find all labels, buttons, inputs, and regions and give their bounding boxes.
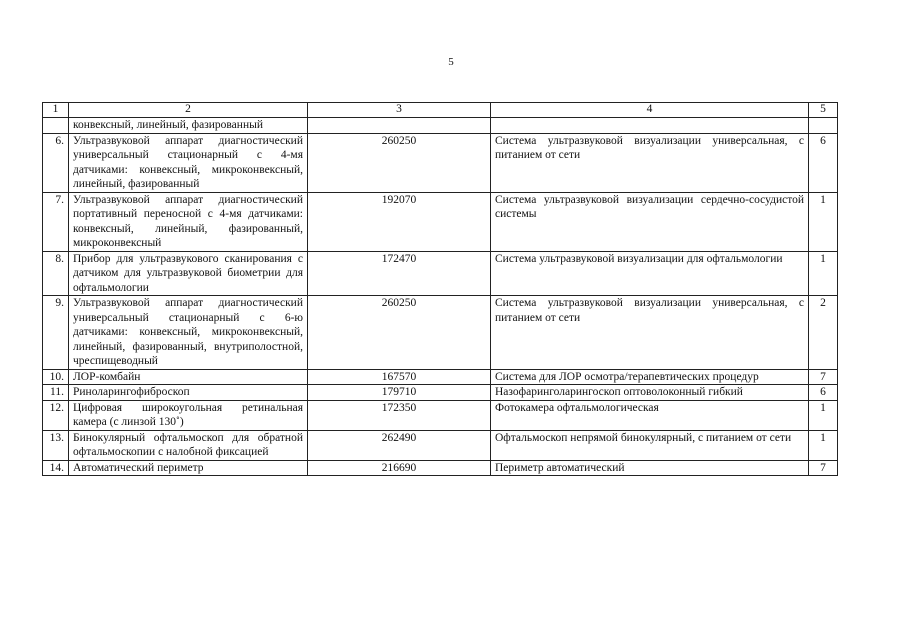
column-number: 5 (809, 103, 838, 118)
description-cell (491, 118, 809, 134)
quantity-cell: 1 (809, 430, 838, 460)
device-name-cell: Ультразвуковой аппарат диагностический универсальный стационарный с 4-мя датчиками: конвексный, микроконвексный, линейный, фазированный (69, 133, 308, 192)
quantity-cell: 6 (809, 385, 838, 401)
column-number: 4 (491, 103, 809, 118)
quantity-cell: 7 (809, 369, 838, 385)
column-number: 3 (308, 103, 491, 118)
row-number-cell (43, 118, 69, 134)
description-cell: Система ультразвуковой визуализации сердечно-сосудистой системы (491, 192, 809, 251)
row-number-cell: 6. (43, 133, 69, 192)
description-cell: Периметр автоматический (491, 460, 809, 476)
code-cell: 216690 (308, 460, 491, 476)
code-cell: 179710 (308, 385, 491, 401)
description-cell: Система ультразвуковой визуализации универсальная, с питанием от сети (491, 133, 809, 192)
device-name-cell: Прибор для ультразвукового сканирования с датчиком для ультразвуковой биометрии для офтальмологии (69, 251, 308, 296)
quantity-cell (809, 118, 838, 134)
row-number-cell: 8. (43, 251, 69, 296)
table-row (43, 460, 838, 476)
device-name-cell: Риноларингофиброскоп (69, 385, 308, 401)
device-name-cell: Ультразвуковой аппарат диагностический универсальный стационарный с 6-ю датчиками: конвексный, микроконвексный, линейный, фазированный, внутриполостной, чреспищеводный (69, 296, 308, 370)
code-cell: 172350 (308, 400, 491, 430)
code-cell: 192070 (308, 192, 491, 251)
column-number: 1 (43, 103, 69, 118)
row-number-cell: 13. (43, 430, 69, 460)
code-cell: 167570 (308, 369, 491, 385)
equipment-table (42, 102, 838, 476)
device-name-cell: Автоматический периметр (69, 460, 308, 476)
quantity-cell: 1 (809, 251, 838, 296)
row-number-cell: 9. (43, 296, 69, 370)
device-name-cell: Ультразвуковой аппарат диагностический портативный переносной с 4-мя датчиками: конвексный, линейный, фазированный, микроконвексный (69, 192, 308, 251)
code-cell: 260250 (308, 296, 491, 370)
quantity-cell: 6 (809, 133, 838, 192)
column-number: 2 (69, 103, 308, 118)
table-row (43, 385, 838, 401)
description-cell: Система ультразвуковой визуализации универсальная, с питанием от сети (491, 296, 809, 370)
quantity-cell: 1 (809, 400, 838, 430)
quantity-cell: 2 (809, 296, 838, 370)
code-cell: 262490 (308, 430, 491, 460)
row-number-cell: 10. (43, 369, 69, 385)
table-row (43, 251, 838, 296)
row-number-cell: 11. (43, 385, 69, 401)
device-name-cell: Бинокулярный офтальмоскоп для обратной офтальмоскопии с налобной фиксацией (69, 430, 308, 460)
description-cell: Фотокамера офтальмологическая (491, 400, 809, 430)
table-row (43, 133, 838, 192)
device-name-cell: Цифровая широкоугольная ретинальная камера (с линзой 130˚) (69, 400, 308, 430)
quantity-cell: 1 (809, 192, 838, 251)
description-cell: Назофаринголарингоскоп оптоволоконный гибкий (491, 385, 809, 401)
description-cell: Система ультразвуковой визуализации для офтальмологии (491, 251, 809, 296)
page-number: 5 (448, 56, 454, 68)
table-row (43, 296, 838, 370)
table-row (43, 192, 838, 251)
continuation-row (43, 118, 838, 134)
description-cell: Офтальмоскоп непрямой бинокулярный, с питанием от сети (491, 430, 809, 460)
device-name-cell: конвексный, линейный, фазированный (69, 118, 308, 134)
row-number-cell: 14. (43, 460, 69, 476)
quantity-cell: 7 (809, 460, 838, 476)
table-row (43, 430, 838, 460)
row-number-cell: 7. (43, 192, 69, 251)
table-row (43, 369, 838, 385)
description-cell: Система для ЛОР осмотра/терапевтических процедур (491, 369, 809, 385)
code-cell: 260250 (308, 133, 491, 192)
row-number-cell: 12. (43, 400, 69, 430)
table-row (43, 400, 838, 430)
column-number-row (43, 103, 838, 118)
device-name-cell: ЛОР-комбайн (69, 369, 308, 385)
code-cell: 172470 (308, 251, 491, 296)
code-cell (308, 118, 491, 134)
